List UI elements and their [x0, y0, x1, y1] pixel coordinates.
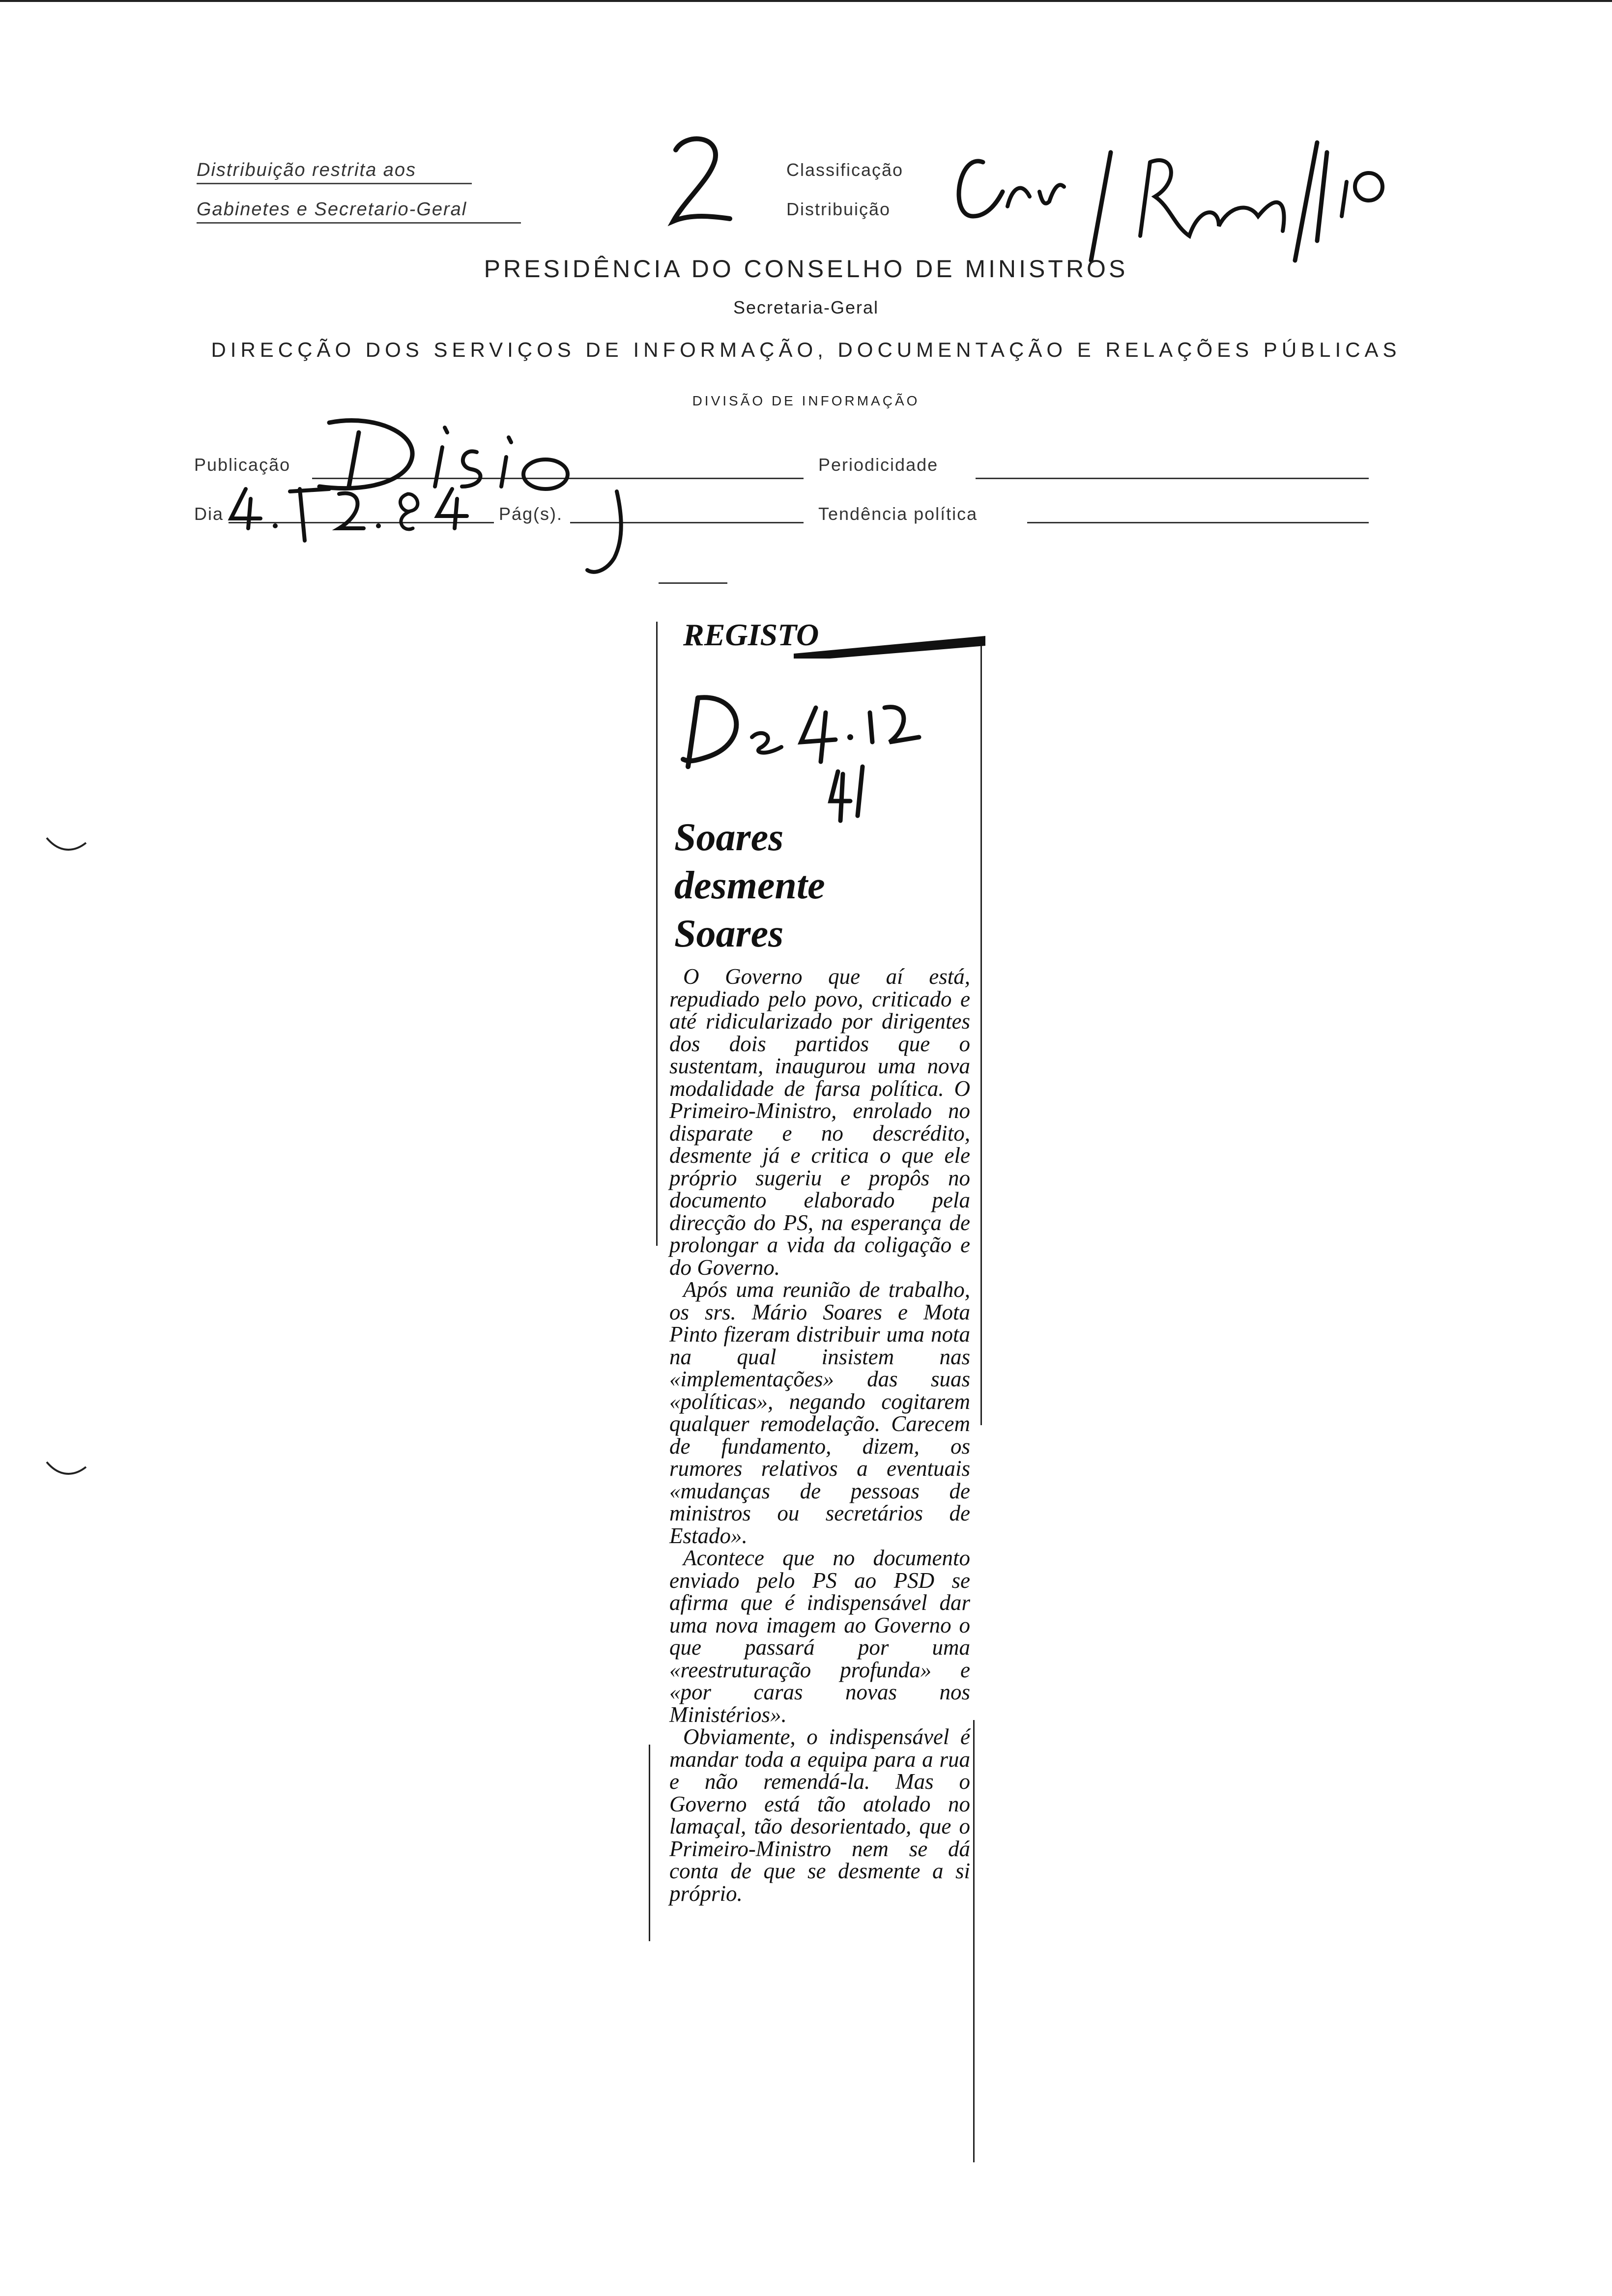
article-body — [669, 966, 970, 1905]
periodicity-label: Periodicidade — [818, 455, 939, 475]
punch-mark-lower — [44, 1460, 88, 1482]
day-label: Dia — [194, 504, 224, 524]
article-paragraph-3: Acontece que no documento enviado pelo PS ao PSD se afirma que é indispensável dar uma nova imagem ao Governo o que passará por uma «reestruturação profunda» e «por caras novas nos Ministérios». — [669, 1546, 970, 1727]
political-tendency-line — [1027, 522, 1369, 523]
punch-mark-upper-shape — [44, 835, 88, 855]
clipping-left-border-lower — [649, 1745, 650, 1941]
organization-division: DIVISÃO DE INFORMAÇÃO — [692, 393, 920, 408]
handwritten-day-mark — [216, 479, 491, 543]
organization-subunit: Secretaria-Geral — [733, 297, 879, 317]
headline-line-3: Soares — [674, 912, 784, 955]
article-paragraph-1: O Governo que aí está, repudiado pelo povo, criticado e até ridicularizado por dirigentes dos dois partidos que o sustentam, inaugurou uma nova modalidade de farsa política. O Primeiro-Ministro, enrolado no disparate e no descrédito, desmente já e critica o que ele próprio sugeriu e propôs no documento elaborado pela direcção do PS, na esperança de prolongar a vida da coligação e do Governo. — [669, 964, 970, 1280]
handwritten-page-number — [666, 130, 735, 231]
top-border — [0, 0, 1612, 2]
distribution-label: Distribuição — [786, 199, 891, 219]
section-title: REGISTO — [683, 617, 819, 652]
handwritten-day — [216, 479, 491, 545]
headline — [674, 813, 825, 958]
organization-directorate: DIRECÇÃO DOS SERVIÇOS DE INFORMAÇÃO, DOCUMENTAÇÃO E RELAÇÕES PÚBLICAS — [211, 338, 1401, 361]
article-paragraph-2: Após uma reunião de trabalho, os srs. Mário Soares e Mota Pinto fizeram distribuir uma nota na qual insistem nas «implementações» das suas «políticas», negando cogitarem qualquer remodelação. Carecem de fundamento, dizem, os rumores relativos a eventuais «mudanças de pessoas de ministros ou secretários de Estado». — [669, 1277, 970, 1548]
distribution-line-1: Distribuição restrita aos — [197, 160, 417, 180]
publication-label: Publicação — [194, 455, 291, 475]
periodicity-line — [976, 478, 1369, 479]
headline-line-1: Soares — [674, 816, 784, 859]
distribution-underline-1 — [197, 183, 472, 184]
handwritten-page — [580, 484, 639, 585]
political-tendency-label: Tendência política — [818, 504, 978, 524]
distribution-underline-2 — [197, 222, 521, 224]
punch-mark-upper — [44, 835, 88, 858]
clipping-right-border-lower — [973, 1720, 975, 2162]
punch-mark-lower-shape — [44, 1460, 88, 1479]
distribution-line-2: Gabinetes e Secretario-Geral — [197, 199, 467, 220]
classification-label: Classificação — [786, 160, 904, 180]
page-label: Pág(s). — [499, 504, 563, 524]
headline-line-2: desmente — [674, 864, 825, 907]
clipping-right-border — [980, 639, 982, 1425]
article-paragraph-4: Obviamente, o indispensável é mandar toda a equipa para a rua e não remendá-la. Mas o Governo está tão atolado no lamaçal, tão desorientado, que o Primeiro-Ministro nem se dá conta de que se desmente a si próprio. — [669, 1724, 970, 1906]
handwritten-2-mark — [666, 130, 735, 229]
handwritten-page-mark — [580, 484, 639, 582]
short-rule — [659, 582, 727, 584]
organization-name: PRESIDÊNCIA DO CONSELHO DE MINISTROS — [484, 255, 1128, 283]
clipping-left-border — [656, 622, 658, 1246]
